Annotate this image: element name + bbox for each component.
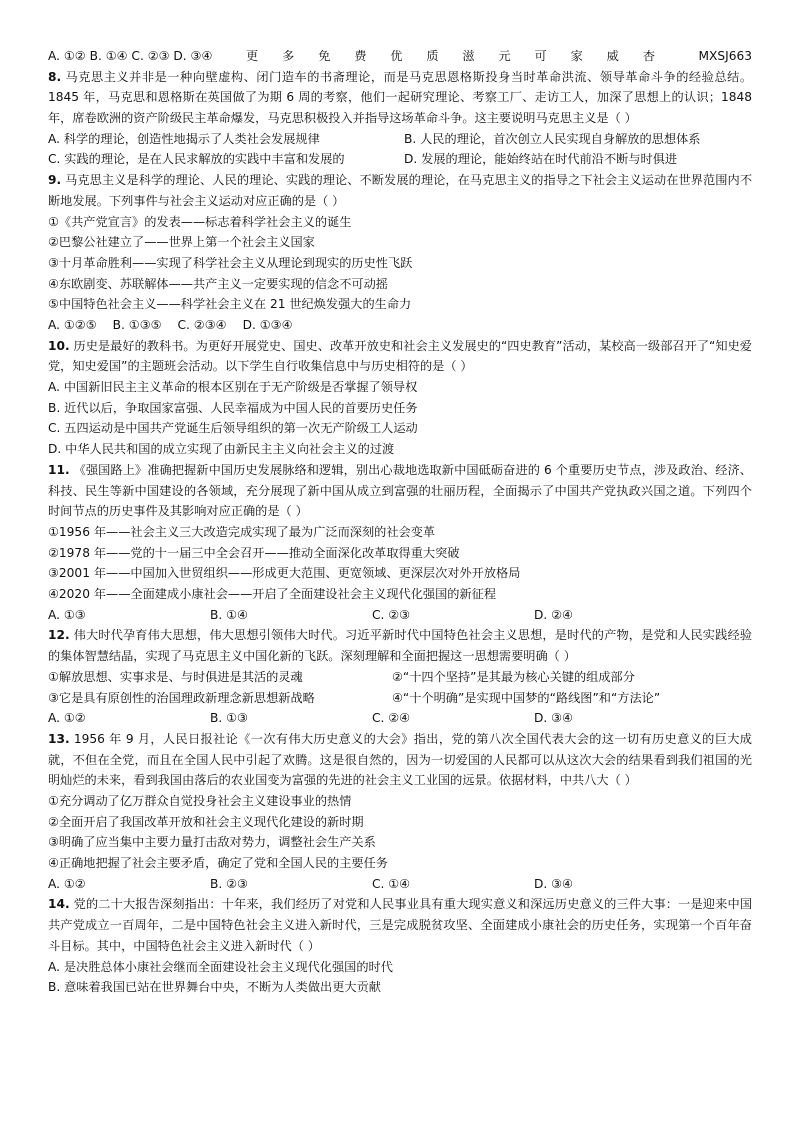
option-c: C. 实践的理论，是在人民求解放的实践中丰富和发展的 [48,152,345,167]
q12-items-row-2 [48,688,752,709]
option-b: B. ①③ [210,711,248,726]
question-14 [48,894,752,956]
option-d: D. ①③④ [242,318,293,333]
list-item: ②1978 年——党的十一届三中全会召开——推动全面深化改革取得重大突破 [48,545,460,560]
option-d: D. 发展的理论，能始终站在时代前沿不断与时俱进 [404,152,678,167]
option-b: B. 人民的理论，首次创立人民实现自身解放的思想体系 [404,131,701,146]
list-item: ④东欧剧变、苏联解体——共产主义一定要实现的信念不可动摇 [48,276,388,291]
list-item: ③它是具有原创性的治国理政新理念新思想新战略 [48,690,315,705]
option-b: B. 近代以后，争取国家富强、人民幸福成为中国人民的首要历史任务 [48,400,418,415]
top-line [48,46,752,67]
option-c: C. ②④ [372,711,411,726]
option-c: C. 五四运动是中国共产党诞生后领导组织的第一次无产阶级工人运动 [48,421,418,436]
list-item: ③2001 年——中国加入世贸组织——形成更大范围、更宽领域、更深层次对外开放格局 [48,566,521,581]
option-c: C. ②③ [372,607,411,622]
option-b: B. 意味着我国已站在世界舞台中央，不断为人类做出更大贡献 [48,980,381,995]
question-11 [48,460,752,522]
option-a: A. 是决胜总体小康社会继而全面建设社会主义现代化强国的时代 [48,959,393,974]
question-stem: 马克思主义并非是一种向壁虚构、闭门造车的书斋理论，而是马克思恩格斯投身当时革命洪流、领导革命斗争的经验总结。1845 年，马克思和恩格斯在英国做了为期 6 周的考察，他们一起研究理论、考察工厂、走访工人，加深了思想上的认识；1848 年，席卷欧洲的资产阶级民主革命爆发，马克思积极投入并指导这场革命斗争。这主要说明马克思主义是（ ） [48,69,753,126]
list-item: ④“十个明确”是实现中国梦的“路线图”和“方法论” [392,690,661,705]
question-10 [48,336,752,377]
q12-items-row-1 [48,667,752,688]
list-item: ①《共产党宣言》的发表——标志着科学社会主义的诞生 [48,214,352,229]
q8-options-row-1 [48,129,752,150]
list-item: ①解放思想、实事求是、与时俱进是其活的灵魂 [48,669,303,684]
list-item: ③十月革命胜利——实现了科学社会主义从理论到现实的历史性飞跃 [48,255,413,270]
option-d: D. ③④ [534,876,573,891]
question-12 [48,625,752,666]
option-b: B. ②③ [210,876,248,891]
q13-options [48,874,752,895]
question-stem: 1956 年 9 月，人民日报社论《一次有伟大历史意义的大会》指出，党的第八次全国代表大会的这一切有历史意义的巨大成就，不但在全党，而且在全国人民中引起了欢腾。这是很自然的，因为一切爱国的人民都可以从这次大会的结果看到我们祖国的光明灿烂的未来，看到我国由落后的农业国变为富强的先进的社会主义工业国的远景。依据材料，中共八大（ ） [48,731,752,788]
question-number: 12. [48,628,70,643]
watermark-text: 更 多 免 费 优 质 滋 元 可 家 威 杏 [246,49,665,63]
list-item: ③明确了应当集中主要力量打击敌对势力，调整社会生产关系 [48,835,376,850]
option-a: A. 中国新旧民主主义革命的根本区别在于无产阶级是否掌握了领导权 [48,380,418,395]
q7-options: A. ①② B. ①④ C. ②③ D. ③④ [48,49,213,63]
question-number: 13. [48,731,70,746]
question-number: 9. [48,173,62,188]
q9-options [48,315,752,336]
option-a: A. ①②⑤ [48,318,97,333]
question-stem: 伟大时代孕育伟大思想，伟大思想引领伟大时代。习近平新时代中国特色社会主义思想，是时代的产物，是党和人民实践经验的集体智慧结晶，实现了马克思主义中国化新的飞跃。深刻理解和全面把握这一思想需要明确（ ） [48,628,753,664]
option-c: C. ①④ [372,876,411,891]
option-d: D. ③④ [534,711,573,726]
list-item: ②“十四个坚持”是其最为核心关键的组成部分 [392,669,635,684]
q11-options [48,605,752,626]
list-item: ④正确地把握了社会主要矛盾，确定了党和全国人民的主要任务 [48,856,388,871]
option-a: A. 科学的理论，创造性地揭示了人类社会发展规律 [48,131,320,146]
list-item: ①1956 年——社会主义三大改造完成实现了最为广泛而深刻的社会变革 [48,524,436,539]
list-item: ①充分调动了亿万群众自觉投身社会主义建设事业的热情 [48,793,352,808]
question-number: 11. [48,462,70,477]
option-a: A. ①③ [48,607,86,622]
list-item: ④2020 年——全面建成小康社会——开启了全面建设社会主义现代化强国的新征程 [48,587,497,602]
question-9 [48,170,752,211]
question-stem: 《强国路上》准确把握新中国历史发展脉络和逻辑，别出心裁地选取新中国砥砺奋进的 6 个重要历史节点，涉及政治、经济、科技、民生等新中国建设的各领域，充分展现了新中国从成立到富强的壮丽历程，全面揭示了中国共产党执政兴国之道。下列四个时间节点的历史事件及其影响对应正确的是（ ） [48,462,752,519]
option-a: A. ①② [48,711,86,726]
q12-options [48,708,752,729]
document-code: MXSJ663 [698,49,752,63]
option-a: A. ①② [48,876,86,891]
option-c: C. ②③④ [177,318,227,333]
question-stem: 党的二十大报告深刻指出：十年来，我们经历了对党和人民事业具有重大现实意义和深远历史意义的三件大事：一是迎来中国共产党成立一百周年，二是中国特色社会主义进入新时代，三是完成脱贫攻坚、全面建成小康社会的历史任务，实现第一个百年奋斗目标。其中，中国特色社会主义进入新时代（ ） [48,897,753,953]
option-d: D. 中华人民共和国的成立实现了由新民主主义向社会主义的过渡 [48,442,395,457]
question-stem: 马克思主义是科学的理论、人民的理论、实践的理论、不断发展的理论，在马克思主义的指导之下社会主义运动在世界范围内不断地发展。下列事件与社会主义运动对应正确的是（ ） [48,173,753,208]
list-item: ⑤中国特色社会主义——科学社会主义在 21 世纪焕发强大的生命力 [48,297,412,312]
question-8 [48,67,752,129]
question-number: 14. [48,897,70,912]
option-b: B. ①④ [210,607,248,622]
option-d: D. ②④ [534,607,573,622]
list-item: ②巴黎公社建立了——世界上第一个社会主义国家 [48,235,315,250]
question-number: 10. [48,338,70,353]
list-item: ②全面开启了我国改革开放和社会主义现代化建设的新时期 [48,814,364,829]
q8-options-row-2 [48,149,752,170]
option-b: B. ①③⑤ [112,318,162,333]
question-13 [48,729,752,791]
question-number: 8. [48,69,62,84]
exam-page [48,46,752,998]
question-stem: 历史是最好的教科书。为更好开展党史、国史、改革开放史和社会主义发展史的“四史教育”活动，某校高一级部召开了“知史爱党，知史爱国”的主题班会活动。以下学生自行收集信息中与历史相符的是（ ） [48,338,752,374]
